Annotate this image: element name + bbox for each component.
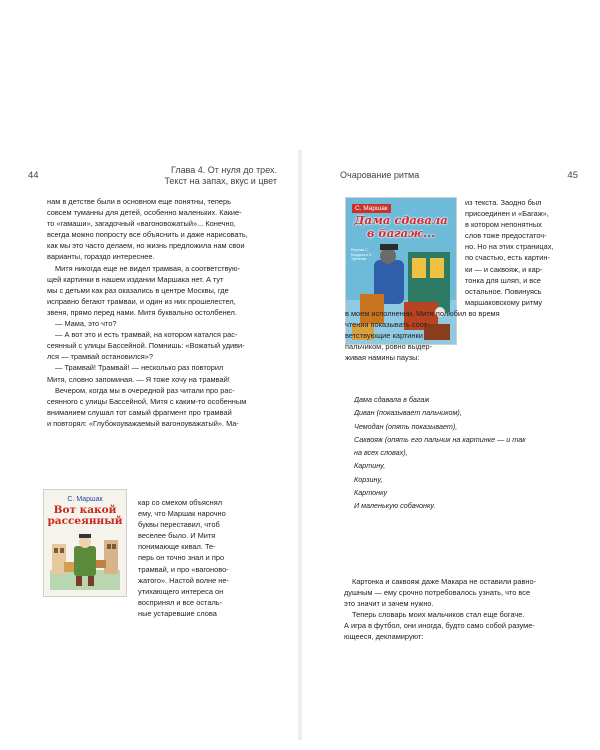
text-line: ки — и саквояж, и кар- [465,264,543,274]
page-number-right: 45 [567,170,578,181]
text-line: ющееся, декламируют: [344,632,424,642]
text-line: лся — трамвай остановился»? [47,352,154,362]
text-line: Вечером, когда мы в очередной раз читали про рас- [55,385,235,395]
text-line: Дама сдавала в багаж [354,395,430,404]
left-text-block-wrap [138,497,279,619]
text-line: по счастью, есть картин- [465,253,550,263]
paragraph [344,576,588,609]
text-line: из текста. Заодно был [465,198,542,207]
text-line: маршаковскому ритму [465,297,543,307]
text-line: веселее было. И Митя [138,531,216,541]
verse-quote [354,393,590,513]
text-line: щей картинки в нашем издании Маршака нет. А тут [47,274,224,284]
text-line: Теперь словарь моих мальчиков стал еще богаче. [352,610,525,620]
text-line: Митя никогда еще не видел трамвая, а соответствую- [55,263,241,273]
cover-author: С. Маршак [352,204,391,213]
text-line: Диван (показывает пальчиком), [354,408,462,418]
text-line: то «гамаши», загадочный «вагоновожатый»... Конечно, [47,219,236,229]
page-number-left: 44 [28,170,39,181]
text-line: слов тоже предостаточ- [465,231,547,241]
text-line: на всех словах), [354,448,408,458]
right-page [300,0,600,750]
text-line: всегда можно попросту все объяснить и даже нарисовать, [47,230,248,240]
paragraph [47,362,279,384]
text-line: — А вот это и есть трамвай, на котором катался рас- [55,330,238,340]
text-line: вниманием слушал тот самый фрагмент про трамвай [47,407,232,417]
text-line: И маленькую собачонку. [354,501,436,511]
paragraph [47,263,279,318]
paragraph [47,329,279,362]
text-line: живая намины паузы: [345,353,420,363]
running-head-left-line: Глава 4. От нуля до трех. [170,165,277,175]
text-line: Картину, [354,461,386,471]
text-line: варианты, гораздо интереснее. [47,252,155,262]
text-line: утихающего интереса он [138,586,224,596]
paragraph [47,196,279,263]
text-line: нам в детстве были в основном еще понятны, теперь [47,197,231,206]
text-line: остальное. Повинуясь [465,286,542,296]
paragraph [344,609,588,642]
text-line: это значит и зачем нужно. [344,599,434,609]
text-line: Картонку [354,488,388,498]
text-line: тонка для шляп, и все [465,275,541,285]
cover-subtitle: Рисунки С. Бордюга и Н. Трепенок [351,248,373,261]
cover-title: Дама сдавала в багаж... [354,213,448,240]
left-text-block-top [47,196,279,429]
text-line: Саквояж (опять его пальчик на картинке — и так [354,434,526,444]
text-line: исправно бегают трамваи, и один из них прошелестел, [47,296,236,306]
text-line: как мы это часто делаем, но жизнь предложила нам свои [47,241,245,251]
text-line: понимающе кивал. Те- [138,542,216,552]
text-line: и повторял: «Глубокоуважаемый вагоноуважатый». Ма- [47,418,239,428]
running-head-left-line: Текст на запах, вкус и цвет [164,176,277,186]
text-line: звеня, прямо перед нами. Митя буквально остолбенел. [47,307,237,317]
text-line: ему, что Маршак нарочно [138,509,226,519]
text-line: совсем туманны для детей, особенно маленьких. Какие- [47,208,242,218]
text-line: перь он точно знал и про [138,553,225,563]
text-line: присоединен и «Багаж», [465,209,549,219]
text-line: ные устаревшие слова [138,608,217,618]
text-line: А игра в футбол, они иногда, будто само собой разуме- [344,621,535,631]
cover-author: С. Маршак [67,496,103,503]
cover-illustration [50,530,120,590]
text-line: в моем исполнении, Митя полюбил во время [345,308,500,318]
text-line: мы с детьми как раз оказались в центре Москвы, где [47,285,229,295]
text-line: в котором непонятных [465,220,542,230]
text-line: трамвай, и про «вагоново- [138,564,229,574]
paragraph [47,318,279,329]
text-line: — Мама, это что? [55,319,117,329]
running-head-left [137,165,277,187]
cover-title: Вот какой рассеянный [47,504,123,527]
text-line: воспринял и все осталь- [138,597,223,607]
text-line: Корзину, [354,474,383,484]
right-text-block-bottom [344,576,588,643]
text-line: буквы переставил, чтоб [138,520,220,530]
text-line: Картонка и саквояж даже Макара не оставили равно- [352,577,537,586]
text-line: Чемодан (опять показывает), [354,421,458,431]
text-line: чтения показывать соот- [345,320,430,330]
text-line: душным — ему срочно потребовалось узнать, что все [344,588,531,598]
text-line: — Трамвай! Трамвай! — несколько раз повторил [55,363,224,373]
text-line: кар со смехом объяснял [138,498,223,507]
text-line: сеянный с улицы Бассейной. Помнишь: «Вожатый удиви- [47,341,245,351]
text-line: сеянного с улицы Бассейной, Митя с каким-то особенным [47,396,247,406]
book-cover-rasseyanny [43,489,127,597]
text-line: ветствующие картинки [345,331,423,341]
text-line: но. Но на этих страницах, [465,242,554,252]
text-line: пальчиком, ровно выдер- [345,342,432,352]
running-head-right: Очарование ритма [340,170,420,180]
text-line: жатого». Настой волне не- [138,575,229,585]
paragraph [47,385,279,429]
text-line: Митя, словно запоминая. — Я тоже хочу на трамвай! [47,374,230,384]
